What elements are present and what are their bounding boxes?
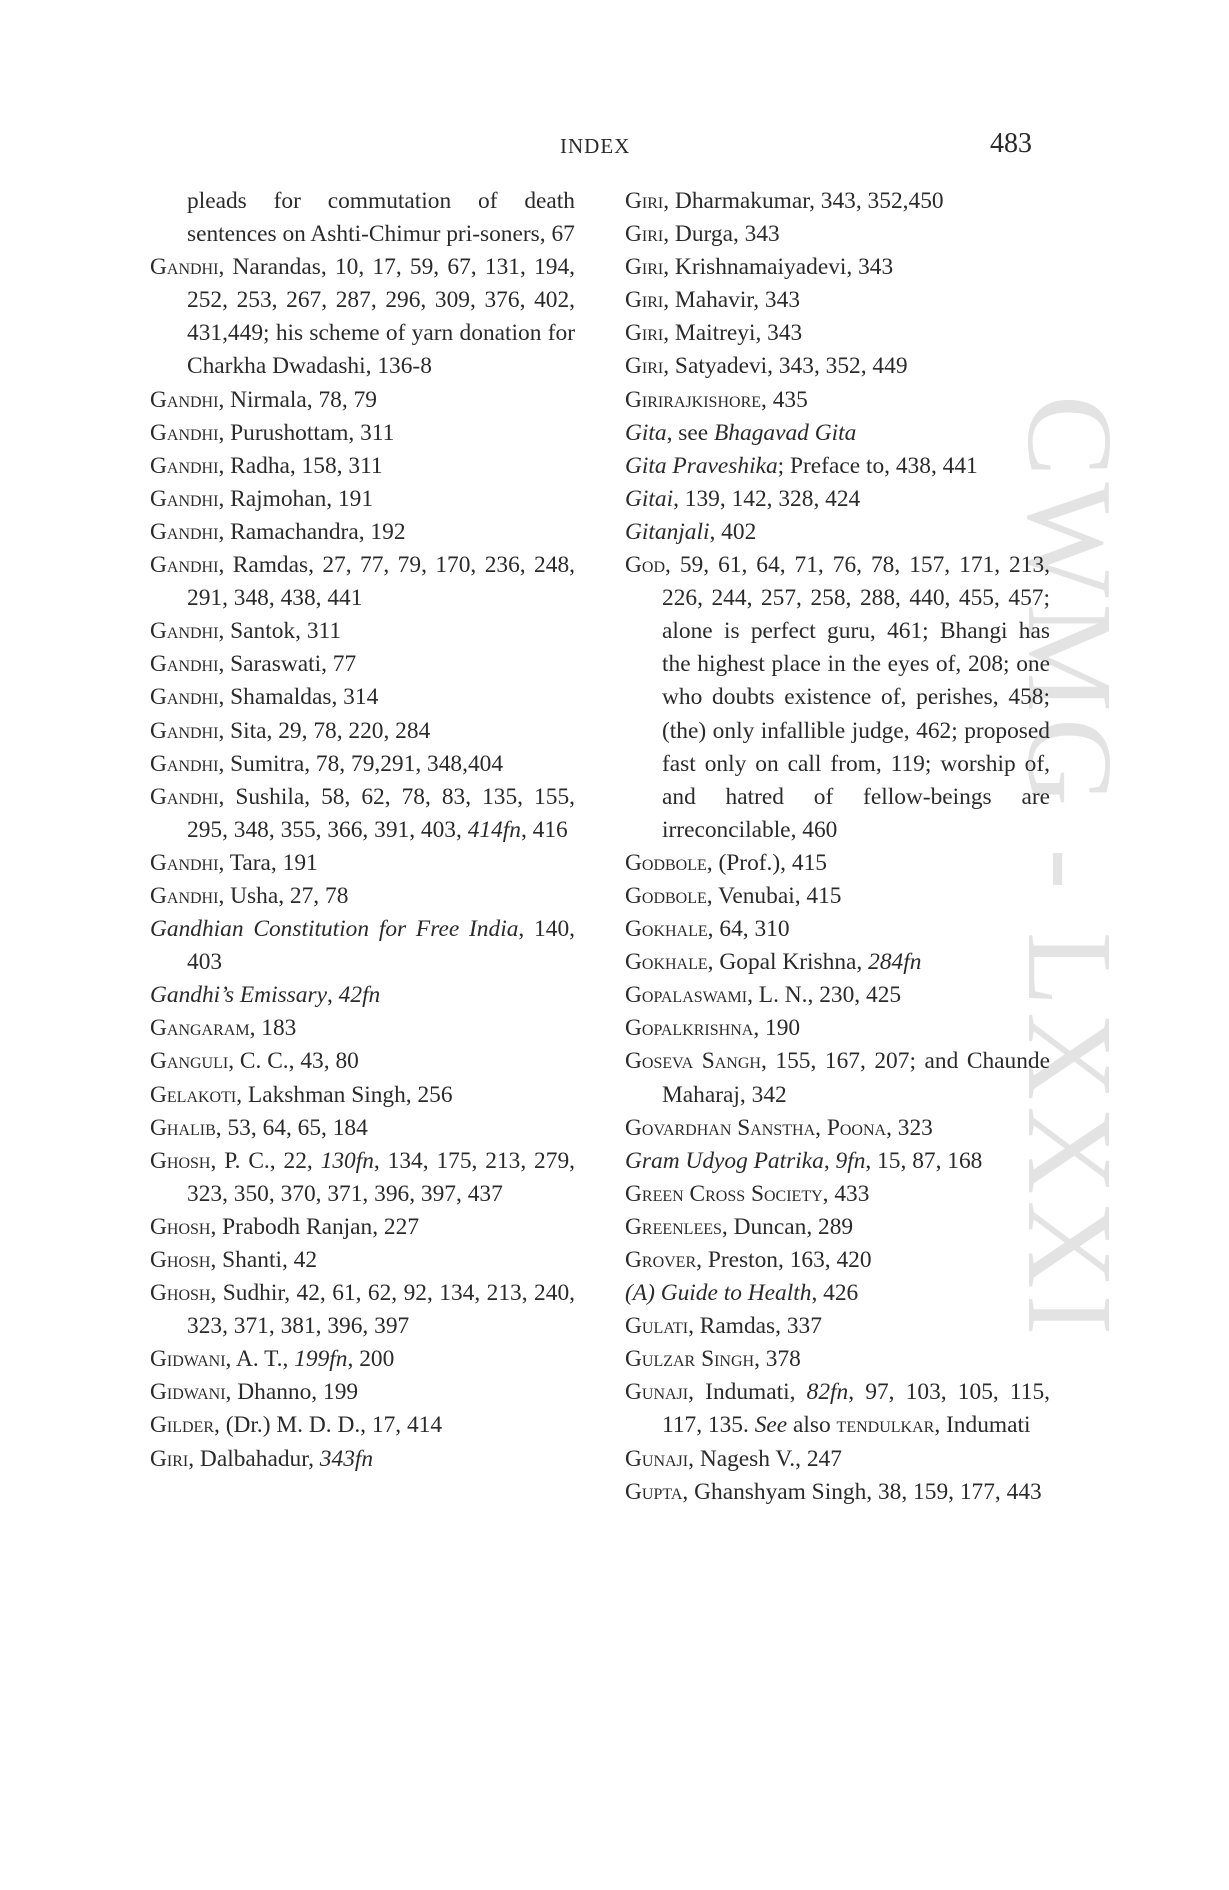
index-entry-title: 9fn bbox=[835, 1147, 866, 1174]
index-entry-name: Gandhi bbox=[150, 419, 219, 446]
index-entry-text: , 190 bbox=[753, 1015, 801, 1042]
index-entry-text: , 97, 103, 105, 115, 117, 135. bbox=[662, 1379, 1050, 1439]
index-entry bbox=[150, 1045, 575, 1078]
index-entry-text: , (Dr.) M. D. D., 17, 414 bbox=[214, 1412, 443, 1439]
index-entry-text: , bbox=[823, 1147, 836, 1174]
index-entry-name: Goseva Sangh bbox=[625, 1048, 761, 1075]
index-entry bbox=[625, 847, 1050, 880]
index-entry-title: Gita Praveshika bbox=[625, 452, 778, 479]
index-entry-name: Ghosh bbox=[150, 1247, 211, 1273]
index-entry bbox=[150, 251, 575, 383]
index-entry bbox=[625, 1178, 1050, 1211]
index-entry bbox=[625, 913, 1050, 946]
index-entry-text: , 402 bbox=[709, 518, 757, 545]
index-entry-title: Gandhi’s Emissary bbox=[150, 982, 327, 1009]
index-entry-text: , Dhanno, 199 bbox=[225, 1379, 359, 1406]
index-entry-text: , 416 bbox=[520, 816, 568, 843]
index-entry-name: Gokhale bbox=[625, 949, 708, 976]
index-entry-text: , Nagesh V., 247 bbox=[688, 1445, 842, 1472]
index-entry-text: , Saraswati, 77 bbox=[218, 651, 357, 678]
index-entry-text: , 139, 142, 328, 424 bbox=[673, 485, 861, 512]
index-entry-text: , Venubai, 415 bbox=[706, 882, 842, 909]
index-entry-text: , Prabodh Ranjan, 227 bbox=[210, 1213, 420, 1240]
index-entry bbox=[625, 284, 1050, 317]
index-entry-name: Gokhale bbox=[625, 916, 708, 943]
index-entry-text: , Dharmakumar, 343, 352,450 bbox=[663, 188, 944, 214]
index-entry-text: , Radha, 158, 311 bbox=[218, 452, 383, 479]
index-entry-name: Gandhi bbox=[150, 684, 219, 711]
index-entry-text: , 426 bbox=[811, 1280, 859, 1307]
index-entry-text: , A. T., bbox=[225, 1346, 295, 1373]
index-entry bbox=[625, 549, 1050, 847]
index-entry bbox=[150, 1376, 575, 1409]
index-entry-name: tendulkar bbox=[836, 1412, 935, 1439]
index-entry-text: , 378 bbox=[754, 1346, 801, 1373]
index-entry bbox=[150, 1145, 575, 1211]
index-entry-text: , 15, 87, 168 bbox=[865, 1147, 983, 1174]
index-entry bbox=[625, 516, 1050, 549]
index-entry bbox=[150, 880, 575, 913]
index-entry bbox=[150, 384, 575, 417]
index-entry bbox=[625, 384, 1050, 417]
index-entry-text: , 140, 403 bbox=[187, 916, 575, 976]
index-entry-name: Gandhi bbox=[150, 750, 219, 777]
index-entry bbox=[150, 450, 575, 483]
index-entry-name: Gandhi bbox=[150, 651, 219, 678]
index-entry-name: Ghalib bbox=[150, 1114, 216, 1141]
index-entry bbox=[150, 781, 575, 847]
index-entry bbox=[625, 317, 1050, 350]
index-entry-text: , Narandas, 10, 17, 59, 67, 131, 194, 252, 253, 267, 287, 296, 309, 376, 402, 431,449; his scheme of yarn donation for Charkha Dwadashi, 136-8 bbox=[187, 254, 575, 380]
index-entry-name: Govardhan Sanstha, Poona bbox=[625, 1114, 887, 1141]
index-entry bbox=[625, 1112, 1050, 1145]
index-entry-text: , 64, 310 bbox=[707, 916, 790, 943]
index-entry-name: Godbole bbox=[625, 849, 707, 876]
index-entry-name: Gulzar Singh bbox=[625, 1346, 755, 1373]
index-entry bbox=[150, 1343, 575, 1376]
index-entry-text: , Preston, 163, 420 bbox=[696, 1247, 872, 1273]
index-entry-title: Gitai bbox=[625, 485, 674, 512]
index-entry-name: Ghosh bbox=[150, 1213, 211, 1240]
index-entry-title: See bbox=[754, 1412, 788, 1439]
index-entry-text: , Durga, 343 bbox=[663, 221, 780, 248]
index-entry bbox=[150, 1277, 575, 1343]
index-entry bbox=[625, 1145, 1050, 1178]
index-entry-name: Gangaram bbox=[150, 1015, 250, 1042]
index-entry-text: , Sushila, 58, 62, 78, 83, 135, 155, 295, 348, 355, 366, 391, 403, bbox=[187, 783, 575, 843]
index-entry-title: 343fn bbox=[319, 1445, 374, 1472]
index-entry bbox=[625, 1310, 1050, 1343]
index-entry-text: , Usha, 27, 78 bbox=[218, 882, 349, 909]
index-entry-name: Girirajkishore bbox=[625, 386, 762, 413]
index-column-right bbox=[625, 185, 1050, 1509]
index-entry-name: Greenlees bbox=[625, 1213, 722, 1240]
index-entry bbox=[625, 251, 1050, 284]
index-entry-text: , Maitreyi, 343 bbox=[663, 320, 803, 347]
index-entry-name: Gandhi bbox=[150, 552, 219, 579]
index-entry-name: Gandhi bbox=[150, 783, 219, 810]
index-entry-text: , P. C., 22, bbox=[210, 1147, 321, 1174]
index-entry-title: Gandhian Constitution for Free India bbox=[150, 916, 519, 943]
index-entry bbox=[150, 549, 575, 615]
index-entry-text: , Mahavir, 343 bbox=[663, 287, 801, 314]
index-entry-text: , 433 bbox=[822, 1180, 870, 1207]
index-entry bbox=[625, 1244, 1050, 1277]
index-entry-text: , (Prof.), 415 bbox=[706, 849, 827, 876]
index-entry-text: ; Preface to, 438, 441 bbox=[777, 452, 978, 479]
index-entry-text: , Indumati, bbox=[688, 1379, 807, 1406]
index-entry bbox=[625, 1343, 1050, 1376]
index-entry-title: Gitanjali bbox=[625, 518, 710, 545]
index-entry-text: , 134, 175, 213, 279, 323, 350, 370, 371, 396, 397, 437 bbox=[187, 1147, 575, 1207]
index-entry-text: , Sumitra, 78, 79,291, 348,404 bbox=[218, 750, 504, 777]
index-entry-title: Gram Udyog Patrika bbox=[625, 1147, 824, 1174]
index-entry-text: , 155, 167, 207; and Chaunde Maharaj, 342 bbox=[662, 1048, 1050, 1108]
index-entry bbox=[150, 1443, 575, 1476]
index-entry-name: Gupta bbox=[625, 1478, 683, 1505]
index-entry bbox=[150, 681, 575, 714]
index-entry-text: , Sudhir, 42, 61, 62, 92, 134, 213, 240, 323, 371, 381, 396, 397 bbox=[187, 1280, 575, 1340]
index-entry bbox=[625, 1012, 1050, 1045]
index-entry bbox=[150, 1409, 575, 1442]
index-entry-name: Gopalkrishna bbox=[625, 1015, 754, 1042]
index-entry bbox=[625, 1376, 1050, 1442]
index-entry-name: Giri bbox=[625, 254, 664, 281]
index-entry-name: Gandhi bbox=[150, 386, 219, 413]
index-entry bbox=[150, 1012, 575, 1045]
index-entry-text: , Shanti, 42 bbox=[210, 1247, 318, 1273]
index-entry bbox=[150, 1211, 575, 1244]
index-entry-title: 130fn bbox=[320, 1147, 374, 1174]
index-entry bbox=[625, 1443, 1050, 1476]
index-entry bbox=[625, 350, 1050, 383]
index-entry-title: Gita bbox=[625, 419, 667, 446]
index-entry-text: , bbox=[326, 982, 339, 1009]
index-entry-title: 284fn bbox=[868, 949, 922, 976]
page-number: 483 bbox=[990, 128, 1032, 159]
index-entry-name: Giri bbox=[625, 221, 664, 248]
index-entry-name: Gidwani bbox=[150, 1346, 226, 1373]
index-entry bbox=[150, 615, 575, 648]
index-entry bbox=[150, 847, 575, 880]
index-entry-text: , Purushottam, 311 bbox=[218, 419, 395, 446]
index-entry-text: , 183 bbox=[249, 1015, 297, 1042]
index-entry-name: Giri bbox=[625, 188, 664, 214]
index-entry bbox=[150, 748, 575, 781]
index-entry bbox=[150, 715, 575, 748]
index-entry-text: , Rajmohan, 191 bbox=[218, 485, 374, 512]
index-entry-name: Gulati bbox=[625, 1313, 689, 1340]
index-entry bbox=[150, 648, 575, 681]
index-entry-name: Green Cross Society bbox=[625, 1180, 823, 1207]
index-entry-text: , 435 bbox=[761, 386, 808, 413]
index-entry-title: 42fn bbox=[338, 982, 381, 1009]
index-entry-text: , Tara, 191 bbox=[218, 849, 318, 876]
index-entry-name: Gunaji bbox=[625, 1445, 689, 1472]
index-entry bbox=[150, 185, 575, 251]
index-entry bbox=[150, 913, 575, 979]
index-entry-text: , Lakshman Singh, 256 bbox=[236, 1081, 453, 1108]
index-entry bbox=[150, 483, 575, 516]
index-entry-text: , Ghanshyam Singh, 38, 159, 177, 443 bbox=[682, 1478, 1042, 1505]
index-entry-name: Gilder bbox=[150, 1412, 214, 1439]
index-entry-name: Gunaji bbox=[625, 1379, 689, 1406]
index-entry-title: 199fn bbox=[294, 1346, 348, 1373]
index-entry bbox=[625, 1476, 1050, 1509]
index-entry-name: Giri bbox=[625, 320, 664, 347]
index-entry-name: Gandhi bbox=[150, 485, 219, 512]
index-entry-text: , 200 bbox=[347, 1346, 395, 1373]
index-entry-title: 414fn bbox=[467, 816, 521, 843]
index-entry-title: (A) Guide to Health bbox=[625, 1280, 812, 1307]
index-entry-text: , see bbox=[666, 419, 715, 446]
index-entry bbox=[150, 979, 575, 1012]
index-entry-text: pleads for commutation of death sentences on Ashti-Chimur pri-soners, 67 bbox=[187, 188, 575, 248]
index-entry-name: Gandhi bbox=[150, 618, 219, 645]
index-entry-title: 82fn bbox=[806, 1379, 849, 1406]
index-entry-text: also bbox=[787, 1412, 837, 1439]
index-entry-text: , Indumati bbox=[934, 1412, 1031, 1439]
index-entry-name: Ghosh bbox=[150, 1280, 211, 1307]
index-entry-name: Ganguli bbox=[150, 1048, 229, 1075]
index-entry-text: , Satyadevi, 343, 352, 449 bbox=[663, 353, 908, 380]
index-entry bbox=[625, 218, 1050, 251]
running-title: INDEX bbox=[560, 134, 631, 158]
index-entry bbox=[625, 417, 1050, 450]
index-entry-text: , C. C., 43, 80 bbox=[228, 1048, 359, 1075]
index-entry-text: , 59, 61, 64, 71, 76, 78, 157, 171, 213, 226, 244, 257, 258, 288, 440, 455, 457; alone is perfect guru, 461; Bhangi has the highest place in the eyes of, 208; one who doubts existence of, perishes, 458; (the) only infallible judge, 462; proposed fast only on call from, 119; worship of, and hatred of fellow-beings are irreconcilable, 460 bbox=[662, 552, 1050, 843]
index-entry-name: God bbox=[625, 552, 666, 579]
index-entry-text: , Santok, 311 bbox=[218, 618, 342, 645]
index-entry bbox=[150, 1079, 575, 1112]
index-entry-name: Gandhi bbox=[150, 452, 219, 479]
index-entry-name: Gandhi bbox=[150, 882, 219, 909]
index-entry-text: , Nirmala, 78, 79 bbox=[218, 386, 377, 413]
index-entry-text: , Ramdas, 27, 77, 79, 170, 236, 248, 291, 348, 438, 441 bbox=[187, 552, 575, 612]
index-entry-text: , 53, 64, 65, 184 bbox=[215, 1114, 368, 1141]
index-column-left bbox=[150, 185, 575, 1476]
index-entry-text: , Sita, 29, 78, 220, 284 bbox=[218, 717, 431, 744]
index-entry-text: , L. N., 230, 425 bbox=[747, 982, 902, 1009]
index-entry-text: , Dalbahadur, bbox=[188, 1445, 320, 1472]
index-entry-text: , Ramachandra, 192 bbox=[218, 518, 406, 545]
index-entry-name: Gandhi bbox=[150, 849, 219, 876]
index-entry-text: , Krishnamaiyadevi, 343 bbox=[663, 254, 894, 281]
index-entry-text: , 323 bbox=[886, 1114, 933, 1141]
index-entry-text: , Shamaldas, 314 bbox=[218, 684, 379, 711]
index-entry-name: Ghosh bbox=[150, 1147, 211, 1174]
index-entry-text: , Gopal Krishna, bbox=[707, 949, 869, 976]
index-entry-name: Gandhi bbox=[150, 518, 219, 545]
index-entry bbox=[625, 185, 1050, 218]
index-entry bbox=[625, 946, 1050, 979]
index-entry-text: , Ramdas, 337 bbox=[688, 1313, 822, 1340]
index-entry-name: Giri bbox=[625, 353, 664, 380]
index-entry bbox=[625, 1211, 1050, 1244]
index-entry bbox=[150, 516, 575, 549]
index-entry-name: Gandhi bbox=[150, 254, 219, 281]
index-entry-name: Giri bbox=[625, 287, 664, 314]
index-entry bbox=[150, 1244, 575, 1277]
index-entry-name: Gopalaswami bbox=[625, 982, 748, 1009]
index-entry-name: Godbole bbox=[625, 882, 707, 909]
index-entry bbox=[625, 1045, 1050, 1111]
index-entry-name: Gidwani bbox=[150, 1379, 226, 1406]
index-entry bbox=[625, 880, 1050, 913]
index-entry-name: Gandhi bbox=[150, 717, 219, 744]
watermark: CWMG - LXXXI bbox=[1002, 395, 1137, 1342]
index-entry-text: , Duncan, 289 bbox=[721, 1213, 854, 1240]
index-entry bbox=[625, 979, 1050, 1012]
index-entry-name: Gelakoti bbox=[150, 1081, 237, 1108]
index-entry-name: Giri bbox=[150, 1445, 189, 1472]
index-entry bbox=[625, 450, 1050, 483]
index-entry-title: Bhagavad Gita bbox=[714, 419, 857, 446]
index-entry bbox=[625, 483, 1050, 516]
index-entry-name: Grover bbox=[625, 1247, 697, 1273]
index-entry bbox=[150, 1112, 575, 1145]
index-entry bbox=[150, 417, 575, 450]
index-entry bbox=[625, 1277, 1050, 1310]
